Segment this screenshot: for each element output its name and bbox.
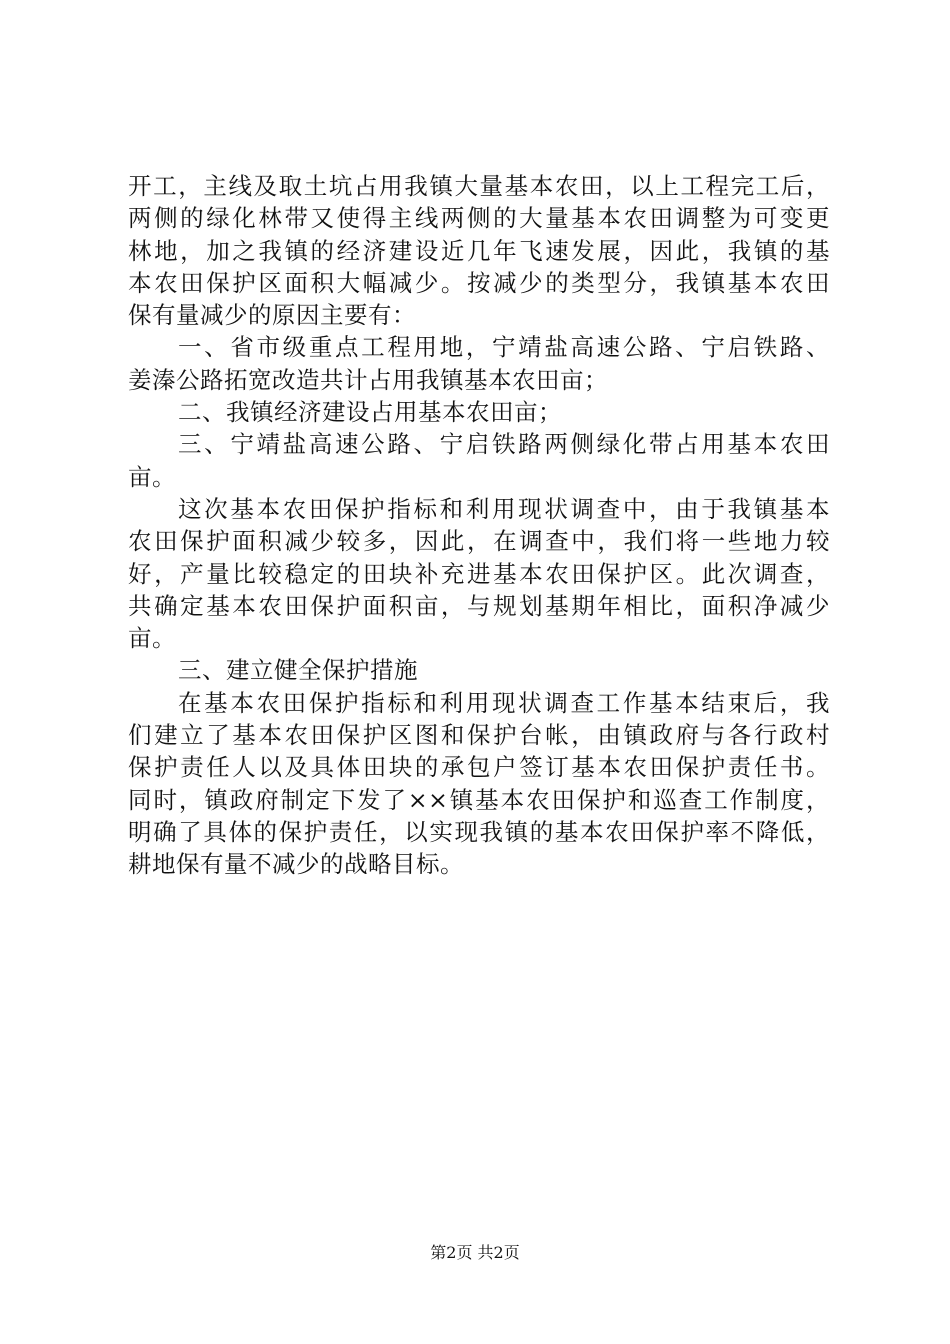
page-number-footer: 第2页 共2页 — [430, 1243, 520, 1262]
text-line: 保护责任人以及具体田块的承包户签订基本农田保护责任书。 — [128, 753, 830, 782]
text-line: 共确定基本农田保护面积亩，与规划基期年相比，面积净减少 — [128, 591, 830, 620]
text-line: 三、宁靖盐高速公路、宁启铁路两侧绿化带占用基本农田 — [178, 430, 830, 459]
text-line: 林地，加之我镇的经济建设近几年飞速发展，因此，我镇的基 — [128, 236, 830, 265]
text-line: 开工，主线及取土坑占用我镇大量基本农田，以上工程完工后， — [128, 172, 830, 200]
text-line: 同时，镇政府制定下发了××镇基本农田保护和巡查工作制度， — [128, 785, 830, 814]
text-line: 明确了具体的保护责任，以实现我镇的基本农田保护率不降低， — [128, 817, 830, 846]
text-line: 亩。 — [128, 624, 176, 653]
text-line: 保有量减少的原因主要有： — [128, 301, 416, 330]
text-line: 本农田保护区面积大幅减少。按减少的类型分，我镇基本农田 — [128, 268, 830, 297]
document-body — [128, 170, 830, 881]
text-line: 好，产量比较稳定的田块补充进基本农田保护区。此次调查， — [128, 559, 830, 588]
text-line: 姜溱公路拓宽改造共计占用我镇基本农田亩； — [128, 365, 608, 394]
text-line: 二、我镇经济建设占用基本农田亩； — [178, 398, 562, 427]
text-line: 亩。 — [128, 462, 176, 491]
text-line: 耕地保有量不减少的战略目标。 — [128, 850, 464, 879]
section-heading: 三、建立健全保护措施 — [178, 656, 418, 685]
text-line: 一、省市级重点工程用地，宁靖盐高速公路、宁启铁路、 — [178, 333, 830, 362]
text-line: 这次基本农田保护指标和利用现状调查中，由于我镇基本 — [178, 494, 830, 523]
text-line: 在基本农田保护指标和利用现状调查工作基本结束后，我 — [178, 688, 830, 717]
text-line: 农田保护面积减少较多，因此，在调查中，我们将一些地力较 — [128, 527, 830, 556]
text-line: 两侧的绿化林带又使得主线两侧的大量基本农田调整为可变更 — [128, 204, 830, 233]
text-line: 们建立了基本农田保护区图和保护台帐，由镇政府与各行政村 — [128, 721, 830, 750]
